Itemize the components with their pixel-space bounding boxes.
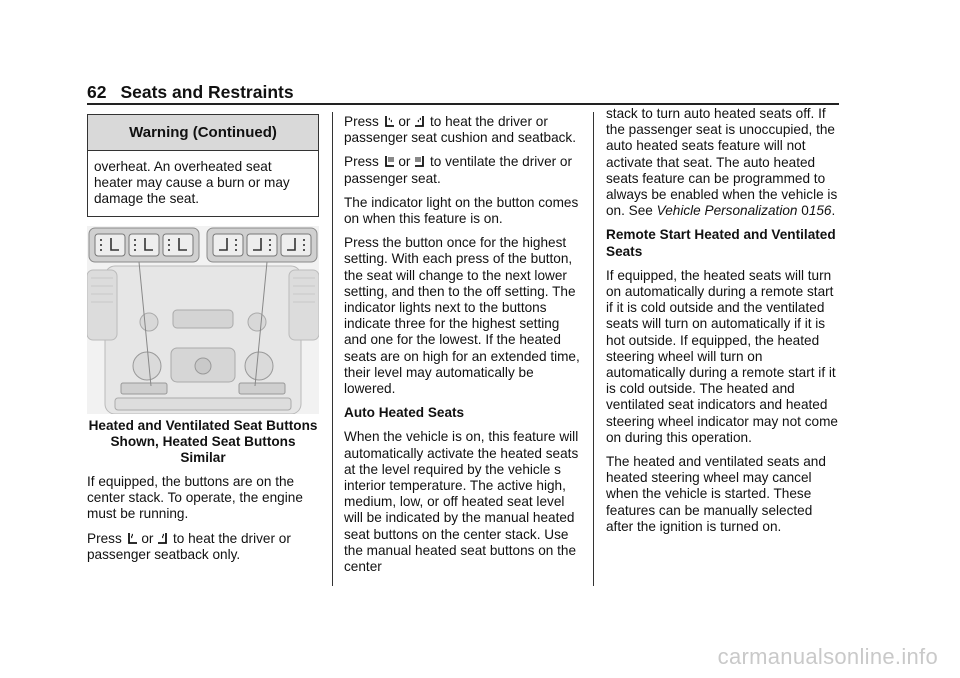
ventilated-seat-driver-icon [383,155,395,168]
or-text: or [141,530,154,546]
column-2 [344,114,582,583]
col2-paragraph-1-end: to heat the driver or passenger seat cushion and seatback. [344,114,577,146]
figure-caption: Heated and Ventilated Seat Buttons Shown, Heated Seat Buttons Similar [88,418,318,466]
col2-paragraph-3: The indicator light on the button comes on when this feature is on. [344,194,579,227]
seat-buttons-figure [87,226,319,414]
period: . [831,203,836,219]
column-divider-2 [593,112,594,586]
warning-box [87,114,319,217]
press-text: Press [344,154,379,170]
col3-paragraph-3: The heated and ventilated seats and heated steering wheel may cancel when the vehicle is started. These features can be manually selected after the ignition is turned on. [606,454,826,534]
col2-paragraph-1 [344,114,582,146]
column-3 [606,106,839,543]
col1-paragraph-2 [87,531,319,563]
col2-paragraph-4: Press the button once for the highest setting. With each press of the button, the seat will change to the next lower setting, and then to the off setting. The indicator lights next to the buttons indicate three for the highest setting and one for the lowest. If the heated seats are on high for an extended time, their level may automatically be lowered. [344,235,580,397]
center-stack-illustration [87,226,319,414]
ventilated-seat-passenger-icon [414,155,426,168]
heated-seat-cushion-driver-icon [383,115,395,128]
col1-paragraph-2-end: to heat the driver or passenger seatback only. [87,530,291,562]
column-divider-1 [332,112,333,586]
vehicle-personalization-link[interactable]: Vehicle Personalization [656,203,798,219]
col2-paragraph-2-end: to ventilate the driver or passenger seat. [344,154,573,186]
page-ref-arrow-icon: 0 [801,203,809,219]
section-title: Seats and Restraints [120,82,294,102]
page-header [87,82,294,103]
col3-paragraph-2: If equipped, the heated seats will turn on automatically during a remote start if it is cold outside and the ventilated seats will turn on automatically if it is hot outside. If equipped, the heated steering wheel will turn on automatically during a remote start if it is cold outside. The heated and ventilated seat indicators and heated steering wheel indicator may not come on during this operation. [606,267,838,445]
auto-heated-seats-heading: Auto Heated Seats [344,405,465,421]
col3-paragraph-1-text: stack to turn auto heated seats off. If the passenger seat is unoccupied, the auto heated seats feature will not activate that seat. The auto heated seats feature can be programmed to always be enabled when the vehicle is on. See [606,106,838,219]
warning-body: overheat. An overheated seat heater may cause a burn or may damage the seat. [94,159,290,207]
header-rule [87,103,839,105]
page-number: 62 [87,82,107,102]
col1-paragraph-1: If equipped, the buttons are on the center stack. To operate, the engine must be running. [87,474,303,522]
column-1 [87,114,319,217]
heated-seat-cushion-passenger-icon [414,115,426,128]
col3-paragraph-1 [606,106,839,219]
or-text: or [398,154,411,170]
col2-paragraph-5: When the vehicle is on, this feature will automatically activate the heated seats at the level required by the vehicle s interior temperature. The active high, medium, low, or off heated seat level will be indicated by the manual heated seat buttons on the center stack. Use the manual heated seat buttons on the center [344,429,579,575]
warning-title: Warning (Continued) [88,115,318,151]
col2-paragraph-2 [344,154,582,186]
heated-seatback-driver-icon [126,532,138,545]
press-text: Press [344,114,379,129]
watermark: carmanualsonline.info [717,644,938,669]
column-1-text [87,474,319,571]
press-text: Press [87,530,122,546]
page-reference[interactable]: 156 [808,203,832,219]
or-text: or [398,114,411,129]
heated-seatback-passenger-icon [157,532,169,545]
remote-start-heading: Remote Start Heated and Ventilated Seats [606,227,836,259]
